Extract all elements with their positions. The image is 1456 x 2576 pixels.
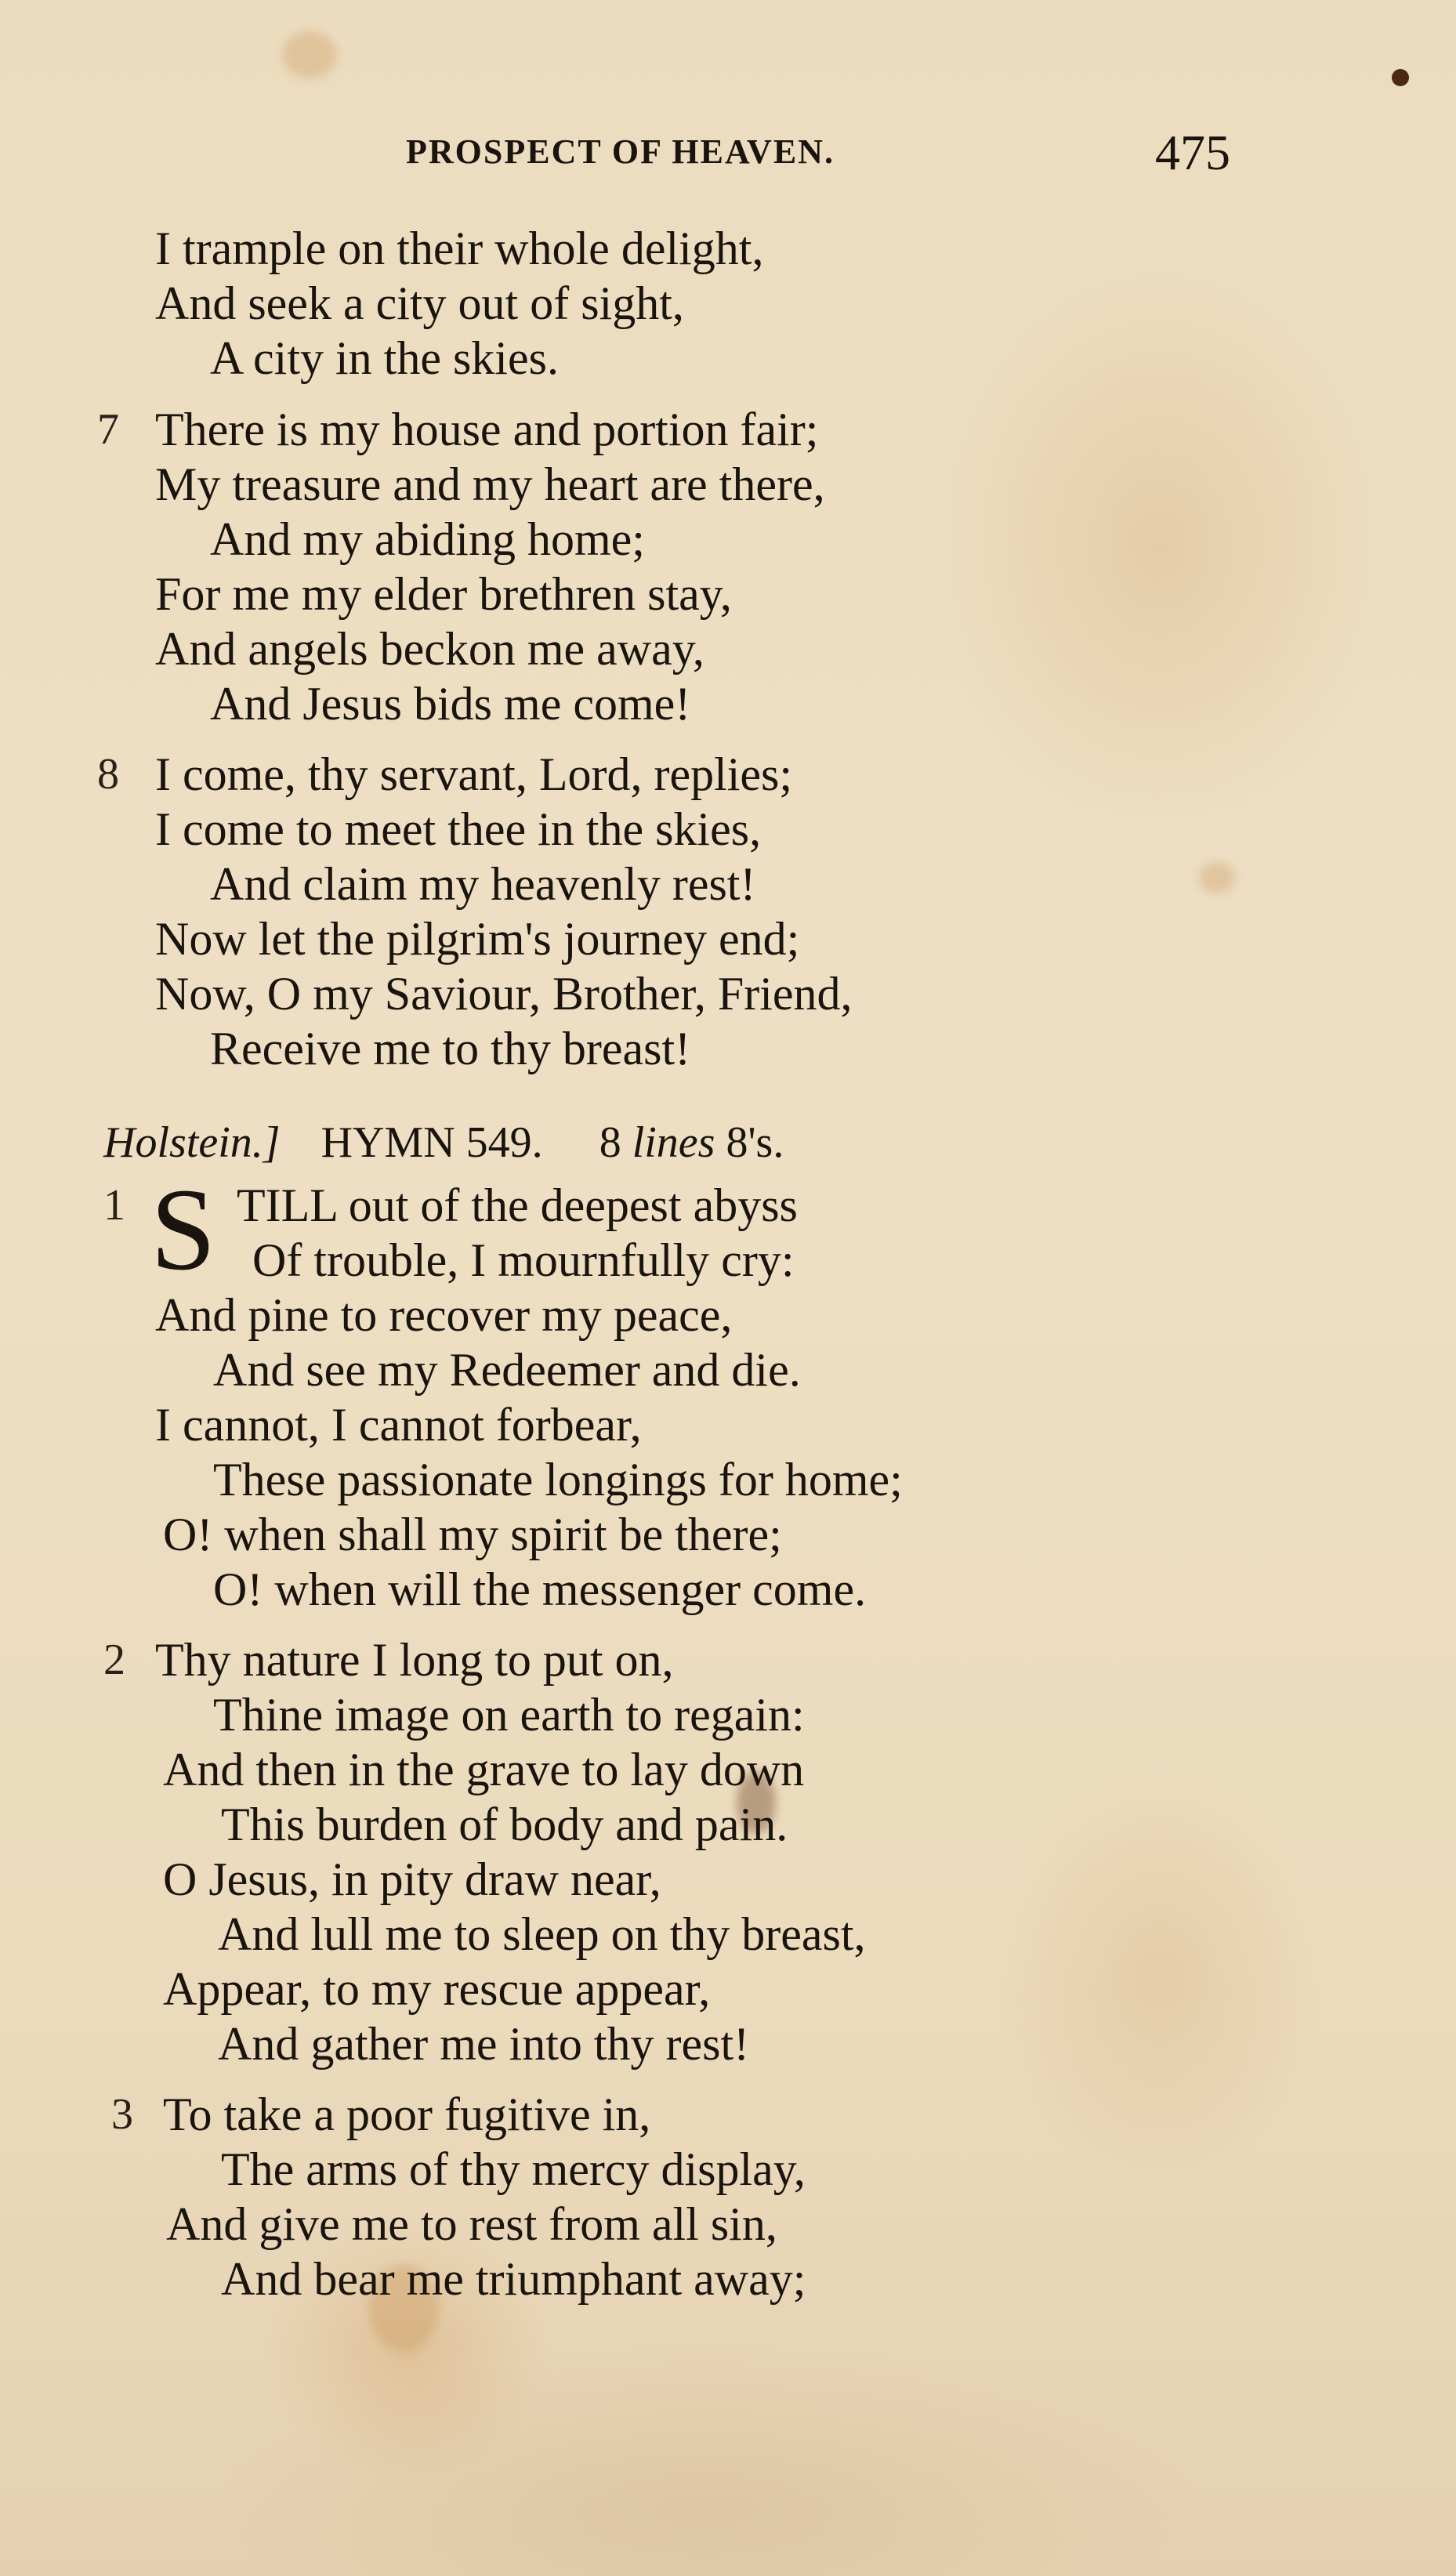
verse-line: A city in the skies. <box>210 332 559 384</box>
verse-line: And angels beckon me away, <box>155 623 704 675</box>
verse-line: To take a poor fugitive in, <box>163 2089 651 2140</box>
page-number: 475 <box>1155 125 1230 180</box>
verse-line: And give me to rest from all sin, <box>166 2198 777 2250</box>
hymn-title: HYMN 549. <box>321 1118 543 1167</box>
verse-line: Now let the pilgrim's journey end; <box>155 913 800 965</box>
verse-line: There is my house and portion fair; <box>155 404 819 455</box>
verse-number: 2 <box>103 1636 125 1684</box>
drop-cap: S <box>150 1165 216 1295</box>
verse-line: And see my Redeemer and die. <box>213 1344 801 1396</box>
ink-blot <box>1392 69 1409 86</box>
running-title: PROSPECT OF HEAVEN. <box>406 132 835 171</box>
verse-line: And lull me to sleep on thy breast, <box>218 1908 866 1960</box>
verse-line: Receive me to thy breast! <box>210 1023 691 1074</box>
foxing-stain <box>282 31 337 78</box>
verse-line: I cannot, I cannot forbear, <box>155 1399 642 1451</box>
verse-line: And Jesus bids me come! <box>210 678 691 730</box>
meter-count: 8 <box>599 1118 621 1167</box>
verse-line: The arms of thy mercy display, <box>221 2143 806 2195</box>
verse-line: And my abiding home; <box>210 513 645 565</box>
tune-name: Holstein.] <box>103 1118 281 1167</box>
verse-line: These passionate longings for home; <box>213 1454 903 1505</box>
verse-line: My treasure and my heart are there, <box>155 458 825 510</box>
verse-number: 1 <box>103 1181 125 1230</box>
verse-number: 7 <box>97 405 119 454</box>
verse-number: 8 <box>97 750 119 799</box>
verse-line: Of trouble, I mournfully cry: <box>252 1234 795 1286</box>
verse-line: For me my elder brethren stay, <box>155 568 732 620</box>
verse-line: I come, thy servant, Lord, replies; <box>155 748 793 800</box>
verse-line: TILL out of the deepest abyss <box>237 1179 798 1231</box>
verse-line: This burden of body and pain. <box>221 1799 788 1850</box>
verse-line: I trample on their whole delight, <box>155 223 764 274</box>
hymn-heading <box>103 1115 784 1170</box>
verse-line: O! when will the messenger come. <box>213 1563 867 1615</box>
meter-word: lines <box>632 1118 715 1167</box>
verse-line: Thine image on earth to regain: <box>213 1689 805 1741</box>
meter-suffix: 8's. <box>726 1118 784 1167</box>
running-header <box>0 125 1456 187</box>
verse-line: Appear, to my rescue appear, <box>163 1963 711 2015</box>
verse-line: Now, O my Saviour, Brother, Friend, <box>155 968 853 1020</box>
verse-line: O Jesus, in pity draw near, <box>163 1853 661 1905</box>
verse-line: I come to meet thee in the skies, <box>155 803 762 855</box>
verse-line: And bear me triumphant away; <box>221 2253 806 2305</box>
foxing-stain <box>1199 862 1235 893</box>
verse-line: And gather me into thy rest! <box>218 2018 750 2070</box>
verse-line: Thy nature I long to put on, <box>155 1634 674 1686</box>
verse-number: 3 <box>111 2090 133 2139</box>
verse-line: And claim my heavenly rest! <box>210 858 756 910</box>
verse-line: And pine to recover my peace, <box>155 1289 733 1341</box>
verse-line: And then in the grave to lay down <box>163 1744 805 1795</box>
verse-line: And seek a city out of sight, <box>155 277 684 329</box>
verse-line: O! when shall my spirit be there; <box>163 1509 782 1560</box>
